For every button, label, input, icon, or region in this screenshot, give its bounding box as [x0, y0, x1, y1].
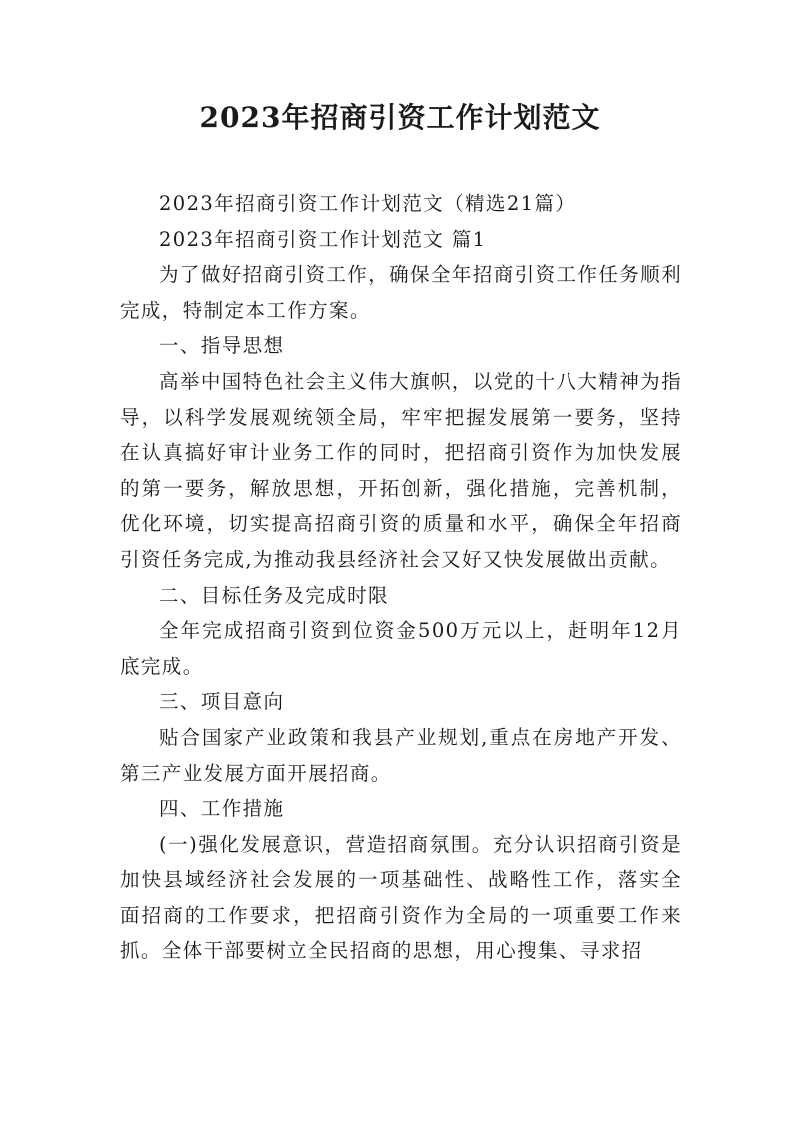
- measures-paragraph: (一)强化发展意识，营造招商氛围。充分认识招商引资是加快县域经济社会发展的一项基础性、战略性工作，落实全面招商的工作要求，把招商引资作为全局的一项重要工作来抓。全体干部要树立全民招商的思想，用心搜集、寻求招: [120, 832, 682, 963]
- guiding-thought-paragraph: 高举中国特色社会主义伟大旗帜，以党的十八大精神为指导，以科学发展观统领全局，牢牢把握发展第一要务，坚持在认真搞好审计业务工作的同时，把招商引资作为加快发展的第一要务，解放思想，开拓创新，强化措施，完善机制，优化环境，切实提高招商引资的质量和水平，确保全年招商引资任务完成,为推动我县经济社会又好又快发展做出贡献。: [120, 369, 682, 571]
- section-heading-projects: 三、项目意向: [159, 690, 285, 714]
- subtitle-paragraph: 2023年招商引资工作计划范文（精选21篇）: [159, 192, 577, 215]
- section-heading-measures: 四、工作措施: [159, 797, 285, 821]
- document-title: 2023年招商引资工作计划范文: [199, 101, 601, 134]
- section-heading-article-1: 2023年招商引资工作计划范文 篇1: [159, 227, 487, 251]
- section-heading-guiding-thought: 一、指导思想: [159, 334, 285, 358]
- section-heading-targets: 二、目标任务及完成时限: [159, 583, 389, 607]
- targets-paragraph: 全年完成招商引资到位资金500万元以上，赶明年12月底完成。: [120, 619, 682, 678]
- document-body: [120, 186, 682, 969]
- projects-paragraph: 贴合国家产业政策和我县产业规划,重点在房地产开发、第三产业发展方面开展招商。: [120, 725, 682, 785]
- intro-paragraph: 为了做好招商引资工作，确保全年招商引资工作任务顺利完成，特制定本工作方案。: [120, 263, 682, 322]
